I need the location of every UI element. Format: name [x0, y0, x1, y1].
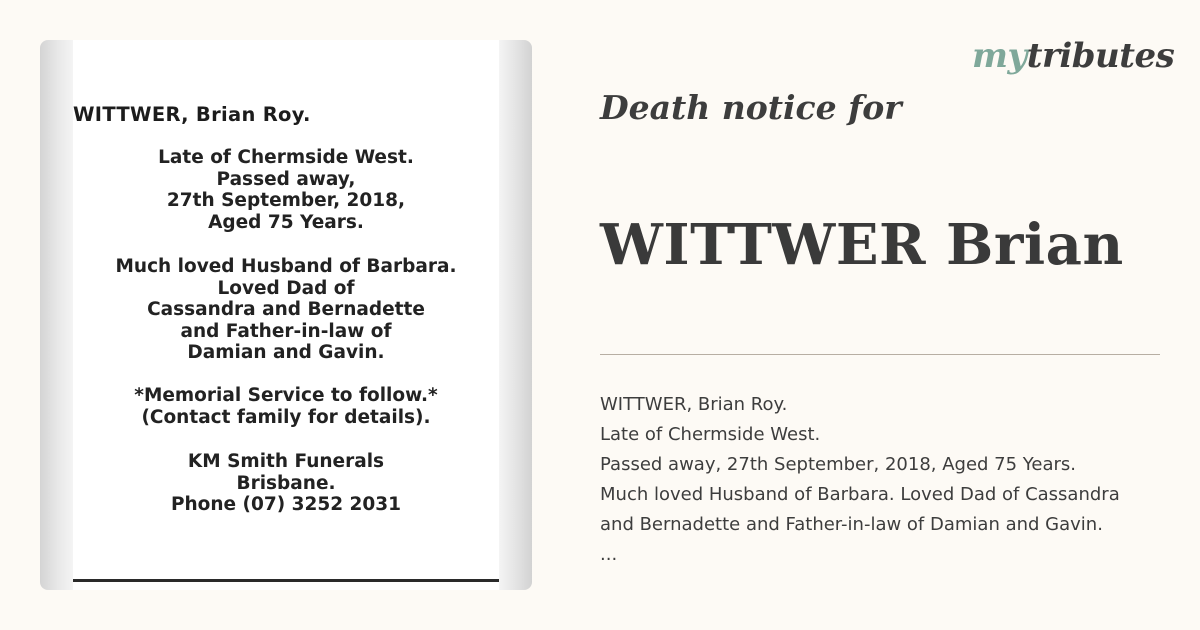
- divider: [600, 354, 1160, 355]
- notice-line: Phone (07) 3252 2031: [170, 494, 402, 515]
- deceased-name-title: WITTWER Brian: [600, 212, 1124, 278]
- notice-line: *Memorial Service to follow.*: [134, 385, 438, 406]
- notice-line: and Father-in-law of: [180, 320, 392, 342]
- logo-prefix: my: [972, 36, 1027, 76]
- page-subtitle: Death notice for: [600, 88, 902, 127]
- logo-suffix: tributes: [1026, 36, 1175, 76]
- notice-heading: WITTWER, Brian Roy.: [73, 103, 311, 126]
- excerpt-line: Passed away, 27th September, 2018, Aged 75 Years.: [600, 454, 1077, 475]
- excerpt-line: Late of Chermside West.: [600, 424, 821, 445]
- notice-line: Brisbane.: [236, 472, 336, 494]
- notice-line: Cassandra and Bernadette: [147, 299, 425, 320]
- notice-line: Much loved Husband of Barbara.: [115, 256, 457, 277]
- notice-block-service: [73, 385, 499, 428]
- notice-line: Aged 75 Years.: [208, 211, 364, 233]
- notice-line: 27th September, 2018,: [166, 190, 406, 211]
- notice-block-funeral-director: [73, 451, 499, 516]
- death-notice-image: [40, 40, 532, 590]
- notice-line: Damian and Gavin.: [187, 342, 385, 363]
- notice-line: Passed away,: [216, 168, 356, 190]
- notice-line: Late of Chermside West.: [158, 147, 414, 168]
- notice-line: (Contact family for details).: [141, 406, 431, 428]
- notice-excerpt: [600, 390, 1190, 570]
- notice-block-family: [73, 256, 499, 364]
- notice-paper: [73, 40, 499, 590]
- notice-line: KM Smith Funerals: [187, 451, 385, 472]
- notice-bottom-rule: [73, 579, 499, 582]
- excerpt-ellipsis: ...: [600, 544, 618, 565]
- mytributes-logo: [972, 36, 1174, 76]
- excerpt-line: Much loved Husband of Barbara. Loved Dad of Cassandra: [600, 484, 1120, 505]
- excerpt-line: WITTWER, Brian Roy.: [600, 394, 788, 415]
- notice-line: Loved Dad of: [217, 277, 355, 299]
- excerpt-line: and Bernadette and Father-in-law of Damian and Gavin.: [600, 514, 1103, 535]
- notice-block-details: [73, 147, 499, 233]
